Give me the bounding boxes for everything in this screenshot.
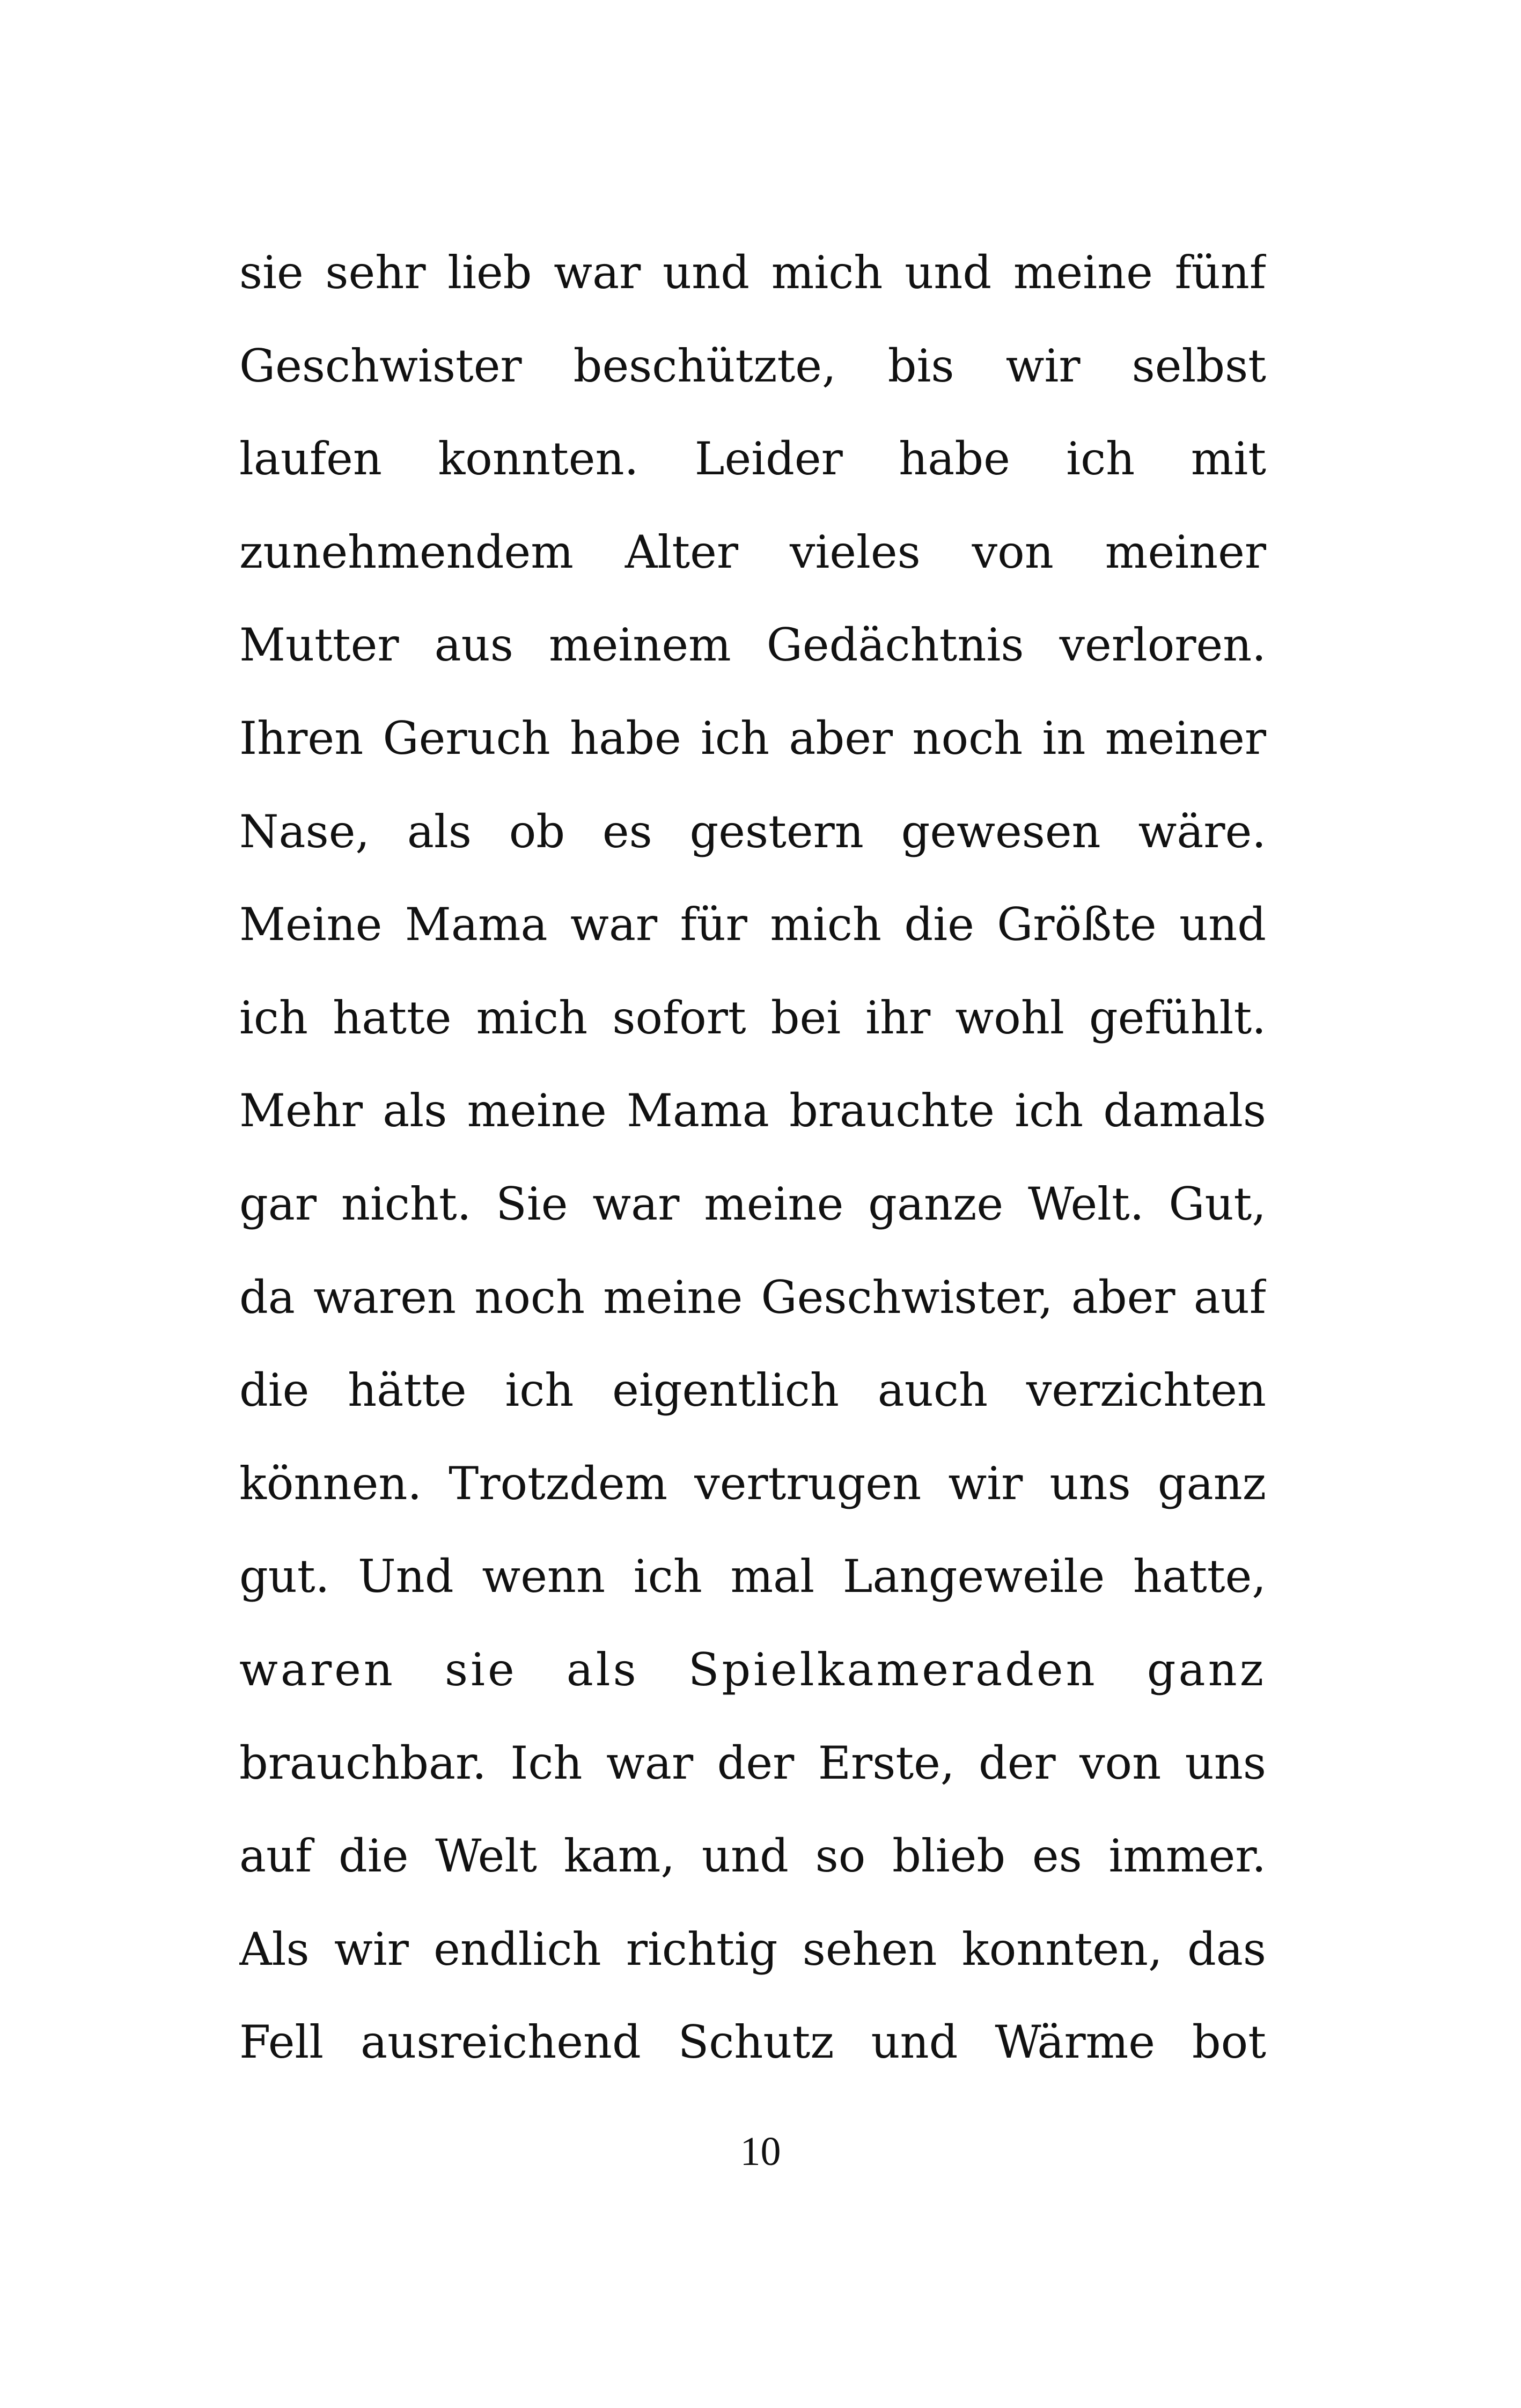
text-line: Fell ausreichend Schutz und Wärme bot bbox=[239, 2016, 1266, 2069]
text-line: brauchbar. Ich war der Erste, der von uns bbox=[239, 1736, 1266, 1789]
text-line: gar nicht. Sie war meine ganze Welt. Gut, bbox=[239, 1177, 1266, 1230]
text-line: die hätte ich eigentlich auch verzichten bbox=[239, 1364, 1266, 1417]
text-line: können. Trotzdem vertrugen wir uns ganz bbox=[239, 1457, 1266, 1510]
text-line: Als wir endlich richtig sehen konnten, das bbox=[239, 1922, 1266, 1976]
text-line: Meine Mama war für mich die Größte und bbox=[239, 898, 1266, 951]
text-line: Geschwister beschützte, bis wir selbst bbox=[239, 339, 1266, 392]
text-line: zunehmendem Alter vieles von meiner bbox=[239, 525, 1266, 578]
text-line: Ihren Geruch habe ich aber noch in meiner bbox=[239, 711, 1266, 765]
text-line: Mutter aus meinem Gedächtnis verloren. bbox=[239, 619, 1266, 672]
text-line: Nase, als ob es gestern gewesen wäre. bbox=[239, 805, 1266, 858]
text-line: ich hatte mich sofort bei ihr wohl gefühlt. bbox=[239, 991, 1266, 1044]
text-line: laufen konnten. Leider habe ich mit bbox=[239, 432, 1266, 486]
text-line: sie sehr lieb war und mich und meine fünf bbox=[239, 246, 1266, 299]
text-line: Mehr als meine Mama brauchte ich damals bbox=[239, 1084, 1266, 1137]
body-text bbox=[239, 226, 1266, 2089]
text-line: da waren noch meine Geschwister, aber auf bbox=[239, 1271, 1266, 1324]
text-line: gut. Und wenn ich mal Langeweile hatte, bbox=[239, 1550, 1266, 1603]
text-line: waren sie als Spielkameraden ganz bbox=[239, 1643, 1266, 1696]
page-number: 10 bbox=[740, 2129, 781, 2174]
text-line: auf die Welt kam, und so blieb es immer. bbox=[239, 1830, 1266, 1883]
